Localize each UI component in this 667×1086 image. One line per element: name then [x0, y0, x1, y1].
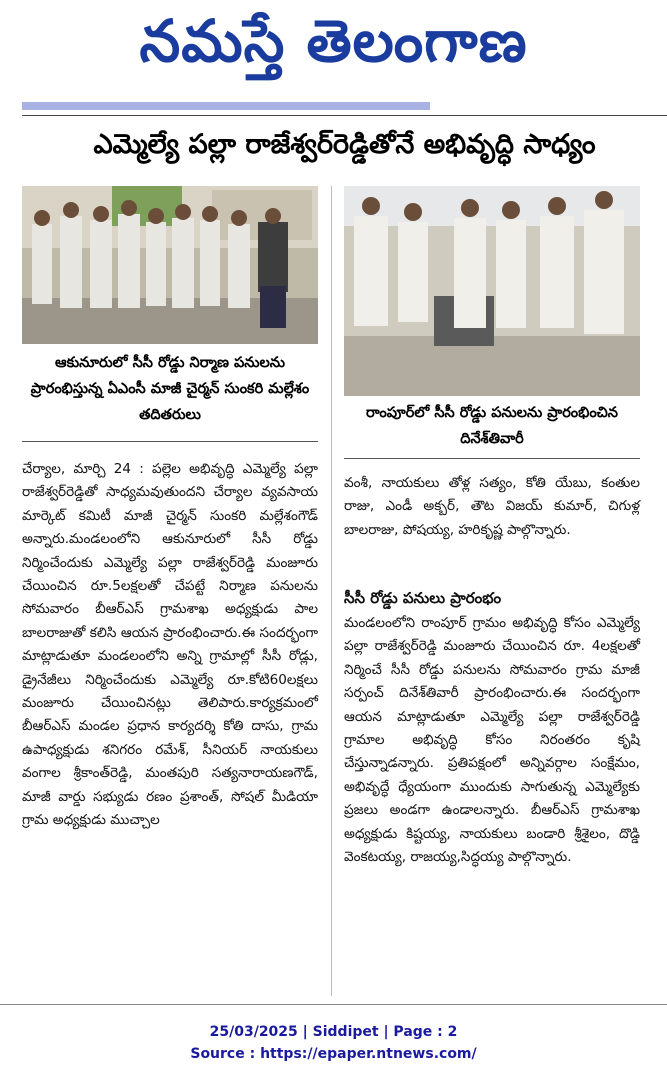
- article-body-right: [344, 472, 640, 542]
- footer-source-link[interactable]: Source : https://epaper.ntnews.com/: [190, 1046, 477, 1062]
- masthead-rule: [22, 102, 430, 110]
- photo-right: [344, 186, 640, 396]
- article-subhead: సీసీ రోడ్డు పనులు ప్రారంభం: [344, 589, 502, 607]
- photo-right-caption: రాంపూర్‌లో సీసీ రోడ్డు పనులను ప్రారంభించిన దినేశ్‌తివారీ: [366, 405, 618, 447]
- masthead: [0, 0, 667, 96]
- article-paragraph: చేర్యాల, మార్చి 24 : పల్లెల అభివృద్ధి ఎమ్మెల్యే పల్లా రాజేశ్వర్‌రెడ్డితో సాధ్యమవుతుందని చేర్యాల వ్యవసాయ మార్కెట్ కమిటీ మాజీ చైర్మన్ సుంకరి మల్లేశంగౌడ్ అన్నారు.మండలంలోని ఆకునూరులో సీసీ రోడ్డు నిర్మించేందుకు ఎమ్మెల్యే పల్లా రాజేశ్వర్‌రెడ్డి మంజూరు చేయించిన రూ.5లక్షలతో చేపట్టే నిర్మాణ పనులను సోమవారం బీఆర్‌ఎస్ గ్రామశాఖ అధ్యక్షుడు పాల బాలరాజుతో కలిసి ఆయన ప్రారంభించారు.ఈ సందర్భంగా మాట్లాడుతూ మండలంలోని అన్ని గ్రామాల్లో సీసీ రోడ్లు, డ్రైనేజీలు నిర్మించేందుకు ఎమ్మెల్యే రూ.కోటి60లక్షలు మంజూరు చేయించినట్లు తెలిపారు.కార్యక్రమంలో బీఆర్‌ఎస్ మండల ప్రధాన కార్యదర్శి కోతి దాసు, గ్రామ ఉపాధ్యక్షుడు శనిగరం రమేశ్, సీనియర్ నాయకులు వంగాల శ్రీకాంత్‌రెడ్డి, మంతపురి సత్యనారాయణగౌడ్, మాజీ వార్డు సభ్యుడు రణం ప్రశాంత్, సోషల్ మీడియా గ్రామ అధ్యక్షుడు ముచ్చాల: [22, 461, 318, 829]
- footer-rule: [0, 1004, 667, 1005]
- article-body-right-2: [344, 612, 640, 869]
- photo-left-caption: ఆకునూరులో సీసీ రోడ్డు నిర్మాణ పనులను ప్రారంభిస్తున్న ఏఎంసీ మాజీ చైర్మన్ సుంకరి మల్లేశం తదితరులు: [30, 355, 310, 423]
- photo-right-image: [344, 186, 640, 396]
- article-body-left: [22, 458, 318, 833]
- article-paragraph: వంశీ, నాయకులు తోళ్ల సత్యం, కోతి యేబు, కంతుల రాజు, ఎండీ అక్బర్, తౌట విజయ్ కుమార్, చిగుళ్ల బాలరాజు, పోషయ్య, హరికృష్ణ పాల్గొన్నారు.: [344, 475, 640, 538]
- column-divider: [331, 186, 332, 996]
- photo-left-image: [22, 186, 318, 344]
- divider: [22, 115, 667, 116]
- headline: ఎమ్మెల్యే పల్లా రాజేశ్వర్‌రెడ్డితోనే అభివృద్ధి సాధ్యం: [93, 129, 596, 160]
- newspaper-logo: నమస్తే తెలంగాణ: [139, 7, 528, 75]
- photo-left: [22, 186, 318, 344]
- footer-date-line: 25/03/2025 | Siddipet | Page : 2: [209, 1024, 458, 1040]
- divider: [22, 441, 318, 442]
- article-paragraph: మండలంలోని రాంపూర్ గ్రామం అభివృద్ధి కోసం ఎమ్మెల్యే పల్లా రాజేశ్వర్‌రెడ్డి మంజూరు చేయించిన రూ. 4లక్షలతో నిర్మించే సీసీ రోడ్డు పనులను సోమవారం గ్రామ మాజీ సర్పంచ్ దినేశ్‌తివారీ ప్రారంభించారు.ఈ సందర్భంగా ఆయన మాట్లాడుతూ ఎమ్మెల్యే పల్లా రాజేశ్వర్‌రెడ్డి గ్రామాల అభివృద్ధి కోసం నిరంతరం కృషి చేస్తున్నాడన్నారు. ప్రతిపక్షంలో అన్నివర్గాల సంక్షేమం, అభివృద్ధే ధ్యేయంగా ముందుకు సాగుతున్న ఎమ్మెల్యేకు ప్రజలు అండగా ఉండాలన్నారు. బీఆర్‌ఎస్ గ్రామశాఖ అధ్యక్షుడు కిష్టయ్య, నాయకులు బండారి శ్రీశైలం, దొడ్డి వెంకటయ్య, రాజయ్య,సిద్ధయ్య పాల్గొన్నారు.: [344, 615, 640, 866]
